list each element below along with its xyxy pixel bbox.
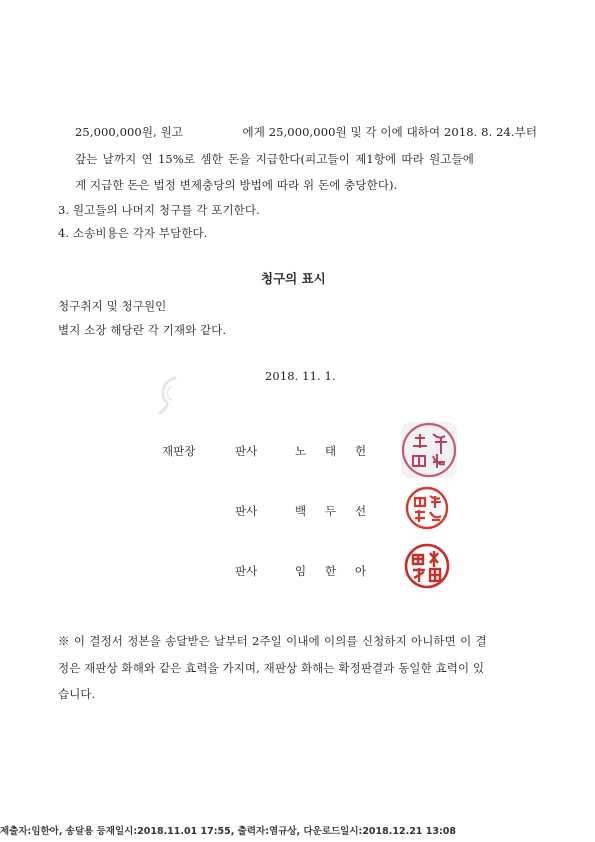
judge-row-3	[0, 563, 595, 583]
order-line-1	[75, 124, 537, 140]
judge-seal-2	[405, 486, 449, 530]
judge-seal-3	[404, 543, 450, 589]
claims-line-2: 별지 소장 해당란 각 기재와 같다.	[58, 323, 227, 337]
order-item-3: 3. 원고들의 나머지 청구를 각 포기한다.	[58, 203, 260, 217]
judge-name-char: 두	[325, 504, 337, 518]
notice-line-2: 정은 재판상 화해와 같은 효력을 가지며, 재판상 화해는 확정판결과 동일한 효력이 있	[58, 661, 485, 675]
judge-name-char: 아	[355, 564, 367, 578]
order-line-1-a: 25,000,000원, 원고	[75, 125, 183, 139]
decision-date: 2018. 11. 1.	[265, 369, 336, 383]
judge-name-char: 헌	[355, 444, 367, 458]
claims-title: 청구의 표시	[261, 271, 326, 286]
judge-name-char: 백	[295, 504, 307, 518]
judge-name-char: 선	[355, 504, 367, 518]
notice-line-3: 습니다.	[58, 687, 96, 701]
judge-title: 판사	[235, 444, 258, 458]
order-line-3: 게 지급한 돈은 법정 변제충당의 방법에 따라 위 돈에 충당한다).	[75, 178, 398, 192]
notice-line-1: ※ 이 결정서 정본을 송달받은 날부터 2주일 이내에 이의를 신청하지 아니하면 이 결	[58, 634, 487, 648]
judge-role: 재판장	[162, 444, 196, 458]
judge-title: 판사	[235, 504, 258, 518]
order-line-1-b: 에게 25,000,000원 및 각 이에 대하여 2018. 8. 24.부터	[242, 125, 538, 139]
judge-name-char: 한	[325, 564, 337, 578]
judge-name-char: 태	[325, 444, 337, 458]
watermark-mark	[152, 372, 186, 420]
judge-title: 판사	[235, 564, 258, 578]
order-item-4: 4. 소송비용은 각자 부담한다.	[58, 226, 208, 240]
judge-row-1	[0, 443, 595, 463]
order-line-2: 갚는 날까지 연 15%로 셈한 돈을 지급한다(피고들이 제1항에 따라 원고들에	[75, 152, 475, 166]
judge-row-2	[0, 503, 595, 523]
judge-seal-1	[399, 420, 459, 480]
claims-line-1: 청구취지 및 청구원인	[58, 299, 167, 313]
judge-name-char: 임	[295, 564, 307, 578]
download-footer: 제출자:임한아, 송달용 등재일시:2018.11.01 17:55, 출력자:염규상, 다운로드일시:2018.12.21 13:08	[0, 826, 456, 837]
judge-name-char: 노	[295, 444, 307, 458]
